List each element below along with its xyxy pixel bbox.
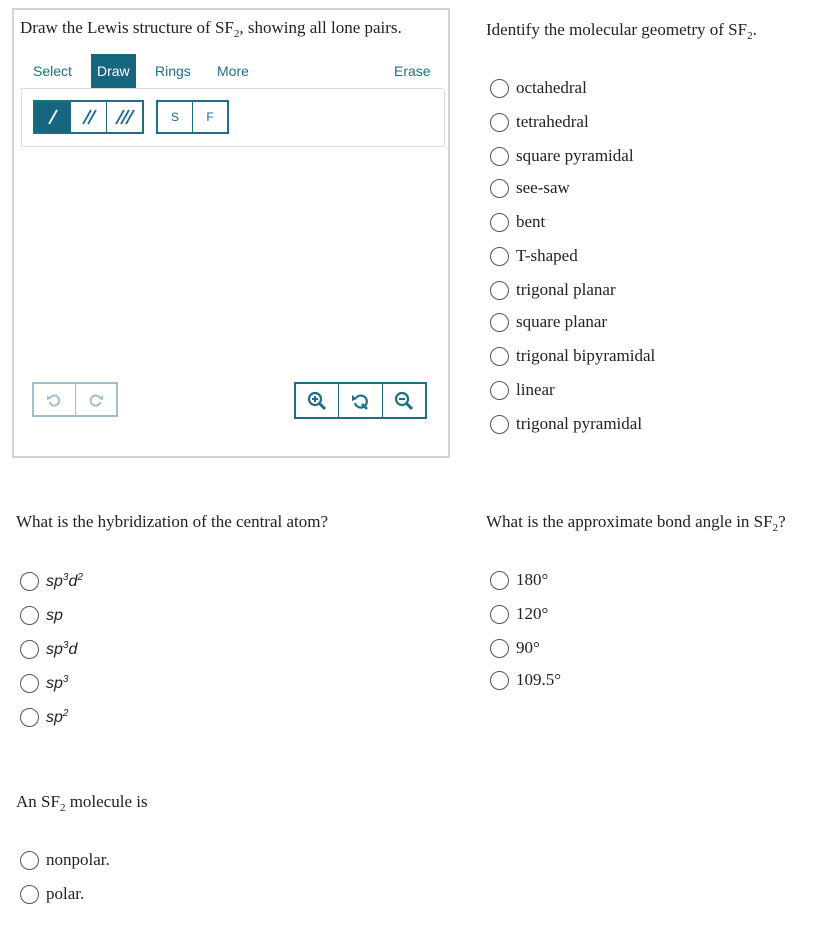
triple-bond-icon xyxy=(114,107,136,127)
zoom-in-icon xyxy=(307,391,327,411)
radio-button[interactable] xyxy=(490,113,509,132)
bond-angle-option-90[interactable]: 90° xyxy=(490,638,540,658)
radio-button[interactable] xyxy=(490,571,509,590)
lewis-prompt: Draw the Lewis structure of $SF_2$, showing all lone pairs. xyxy=(20,18,402,40)
bond-angle-question: What is the approximate bond angle in $SF_2$? xyxy=(486,512,786,534)
radio-button[interactable] xyxy=(20,640,39,659)
hybridization-option-sp3d2[interactable]: $sp^3d^2$ xyxy=(20,572,83,591)
zoom-out-icon xyxy=(394,391,414,411)
polarity-option-nonpolar[interactable]: nonpolar. xyxy=(20,850,110,870)
radio-button[interactable] xyxy=(20,885,39,904)
reset-view-icon xyxy=(350,391,370,411)
geometry-option-octahedral[interactable]: octahedral xyxy=(490,78,587,98)
zoom-out-button[interactable] xyxy=(382,384,425,417)
radio-button[interactable] xyxy=(490,639,509,658)
reset-view-button[interactable] xyxy=(338,384,381,417)
radio-button[interactable] xyxy=(20,851,39,870)
radio-button[interactable] xyxy=(20,606,39,625)
lewis-drawing-panel xyxy=(12,8,450,458)
geometry-option-square-pyramidal[interactable]: square pyramidal xyxy=(490,146,634,166)
atom-tool-group xyxy=(156,100,229,134)
radio-button[interactable] xyxy=(490,213,509,232)
radio-button[interactable] xyxy=(490,281,509,300)
geometry-option-see-saw[interactable]: see-saw xyxy=(490,178,570,198)
polarity-option-polar[interactable]: polar. xyxy=(20,884,84,904)
radio-button[interactable] xyxy=(20,674,39,693)
bond-angle-option-109-5[interactable]: 109.5° xyxy=(490,670,561,690)
atom-button-s[interactable]: S xyxy=(170,110,179,124)
bond-tool-group xyxy=(33,100,144,134)
geometry-option-tetrahedral[interactable]: tetrahedral xyxy=(490,112,589,132)
polarity-question: An $SF_2$ molecule is xyxy=(16,792,148,814)
hybridization-option-sp3d[interactable]: $sp^3d$ xyxy=(20,640,77,659)
undo-redo-group xyxy=(32,382,118,417)
zoom-tool-group xyxy=(294,382,427,419)
geometry-option-square-planar[interactable]: square planar xyxy=(490,312,607,332)
double-bond-button[interactable] xyxy=(71,102,107,132)
redo-button[interactable] xyxy=(75,384,117,415)
undo-button[interactable] xyxy=(34,384,75,415)
radio-button[interactable] xyxy=(20,572,39,591)
erase-button[interactable]: Erase xyxy=(394,63,431,79)
radio-button[interactable] xyxy=(490,247,509,266)
zoom-in-button[interactable] xyxy=(296,384,338,417)
tab-draw[interactable]: Draw xyxy=(91,54,136,88)
geometry-option-t-shaped[interactable]: T-shaped xyxy=(490,246,578,266)
tab-more[interactable]: More xyxy=(217,63,249,79)
radio-button[interactable] xyxy=(490,313,509,332)
geometry-option-trigonal-bipyramidal[interactable]: trigonal bipyramidal xyxy=(490,346,655,366)
geometry-option-trigonal-planar[interactable]: trigonal planar xyxy=(490,280,616,300)
hybridization-option-sp3[interactable]: $sp^3$ xyxy=(20,674,68,693)
single-bond-icon xyxy=(43,107,63,127)
geometry-option-linear[interactable]: linear xyxy=(490,380,555,400)
radio-button[interactable] xyxy=(490,671,509,690)
geometry-option-trigonal-pyramidal[interactable]: trigonal pyramidal xyxy=(490,414,642,434)
draw-toolbox xyxy=(21,90,445,147)
tab-rings[interactable]: Rings xyxy=(155,63,191,79)
hybridization-question: What is the hybridization of the central atom? xyxy=(16,512,329,531)
hybridization-option-sp2[interactable]: $sp^2$ xyxy=(20,708,68,727)
tab-select[interactable]: Select xyxy=(33,63,72,79)
redo-icon xyxy=(88,392,104,408)
hybridization-option-sp[interactable]: sp xyxy=(20,606,63,625)
drawing-tab-bar xyxy=(21,54,443,89)
triple-bond-button[interactable] xyxy=(107,102,142,132)
double-bond-icon xyxy=(79,107,99,127)
radio-button[interactable] xyxy=(490,605,509,624)
geometry-option-bent[interactable]: bent xyxy=(490,212,545,232)
radio-button[interactable] xyxy=(490,179,509,198)
radio-button[interactable] xyxy=(490,415,509,434)
bond-angle-option-120[interactable]: 120° xyxy=(490,604,548,624)
radio-button[interactable] xyxy=(490,347,509,366)
radio-button[interactable] xyxy=(490,381,509,400)
geometry-question: Identify the molecular geometry of $SF_2$. xyxy=(486,20,757,42)
single-bond-button[interactable] xyxy=(35,102,71,132)
radio-button[interactable] xyxy=(490,79,509,98)
undo-icon xyxy=(46,392,62,408)
radio-button[interactable] xyxy=(20,708,39,727)
bond-angle-option-180[interactable]: 180° xyxy=(490,570,548,590)
atom-button-f[interactable]: F xyxy=(192,102,227,132)
radio-button[interactable] xyxy=(490,147,509,166)
